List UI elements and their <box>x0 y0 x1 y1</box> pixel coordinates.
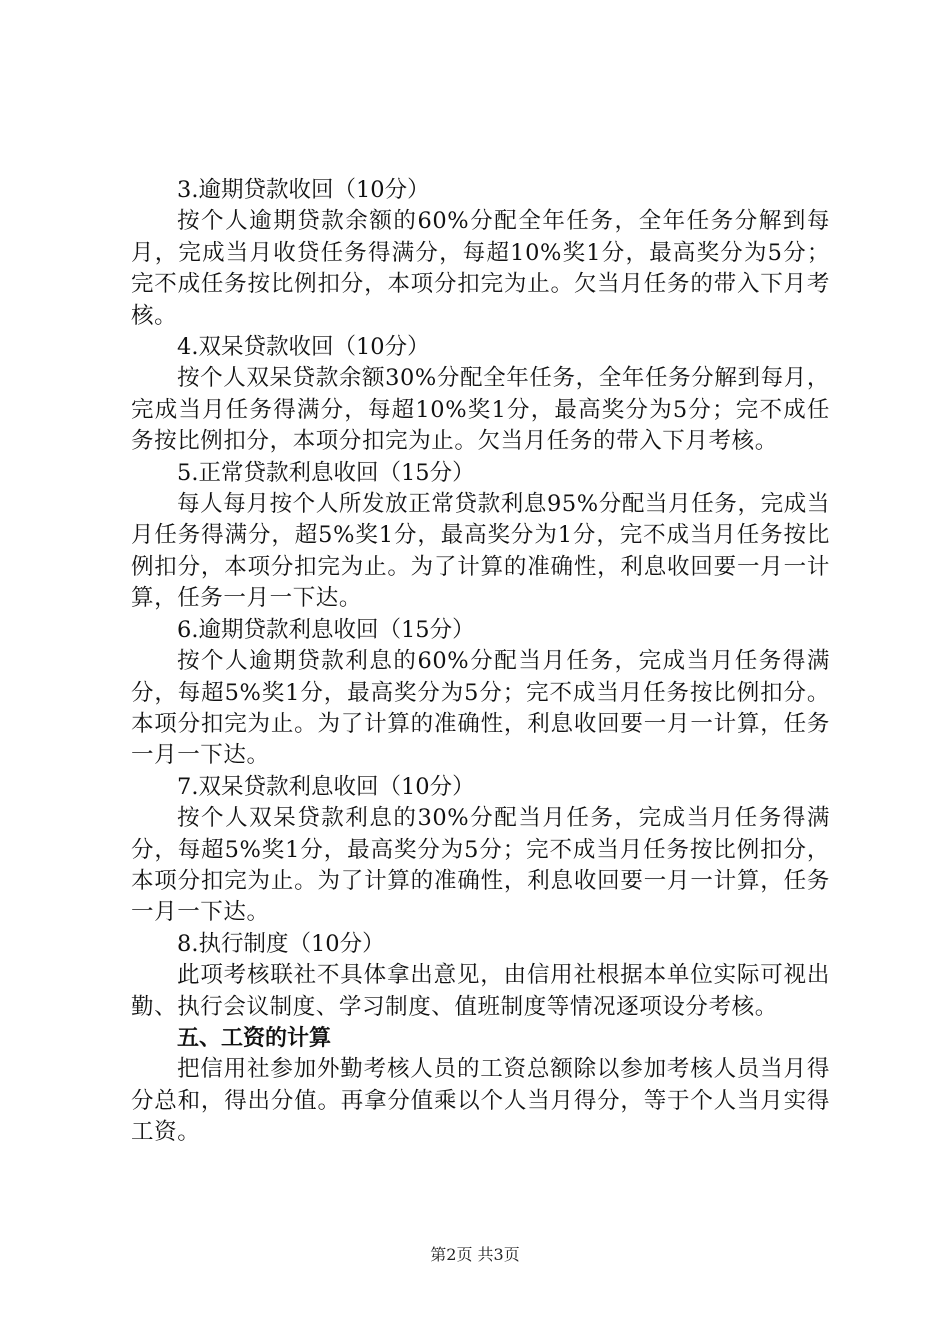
item-heading-4: 4.双呆贷款收回（10分） <box>177 334 430 361</box>
item-heading-6: 6.逾期贷款利息收回（15分） <box>177 616 475 643</box>
item-body-6: 按个人逾期贷款利息的60%分配当月任务，完成当月任务得满分，每超5%奖1分，最高奖分为5分；完不成当月任务按比例扣分。本项分扣完为止。为了计算的准确性，利息收回要一月一计算，任务一月一下达。 <box>131 648 830 769</box>
item-heading-8: 8.执行制度（10分） <box>177 930 385 957</box>
item-body-7: 按个人双呆贷款利息的30%分配当月任务，完成当月任务得满分，每超5%奖1分，最高奖分为5分；完不成当月任务按比例扣分，本项分扣完为止。为了计算的准确性，利息收回要一月一计算，任务一月一下达。 <box>131 805 830 926</box>
item-body-5: 每人每月按个人所发放正常贷款利息95%分配当月任务，完成当月任务得满分，超5%奖1分，最高奖分为1分，完不成当月任务按比例扣分，本项分扣完为止。为了计算的准确性，利息收回要一月一计算，任务一月一下达。 <box>131 491 830 612</box>
page-footer: 第2页 共3页 <box>430 1245 520 1264</box>
section-body: 把信用社参加外勤考核人员的工资总额除以参加考核人员当月得分总和，得出分值。再拿分值乘以个人当月得分，等于个人当月实得工资。 <box>131 1056 830 1146</box>
item-heading-5: 5.正常贷款利息收回（15分） <box>177 459 475 486</box>
item-body-4: 按个人双呆贷款余额30%分配全年任务，全年任务分解到每月，完成当月任务得满分，每超10%奖1分，最高奖分为5分；完不成任务按比例扣分，本项分扣完为止。欠当月任务的带入下月考核。 <box>131 365 830 455</box>
item-heading-3: 3.逾期贷款收回（10分） <box>177 177 430 203</box>
section-heading: 五、工资的计算 <box>177 1025 332 1051</box>
item-heading-7: 7.双呆贷款利息收回（10分） <box>177 773 475 800</box>
item-body-3: 按个人逾期贷款余额的60%分配全年任务，全年任务分解到每月，完成当月收贷任务得满分，每超10%奖1分，最高奖分为5分；完不成任务按比例扣分，本项分扣完为止。欠当月任务的带入下月考核。 <box>131 208 830 329</box>
item-body-8: 此项考核联社不具体拿出意见，由信用社根据本单位实际可视出勤、执行会议制度、学习制度、值班制度等情况逐项设分考核。 <box>131 962 830 1020</box>
page-content <box>131 175 830 1149</box>
